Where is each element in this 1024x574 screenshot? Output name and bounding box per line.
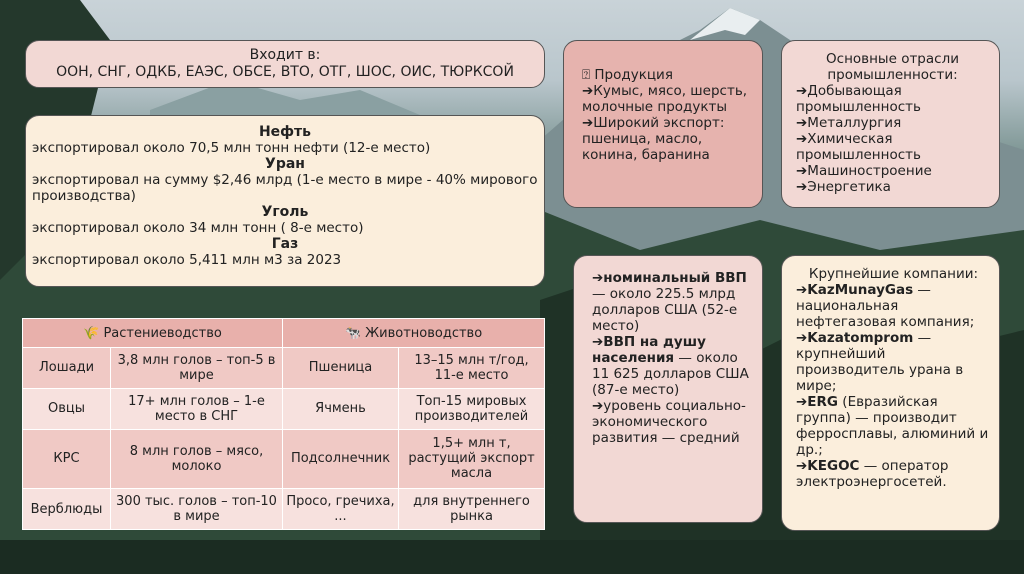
export-gas-title: Газ <box>271 236 299 252</box>
company-name: ➔ERG <box>796 394 839 410</box>
company-item <box>796 458 991 490</box>
percap-label: ➔ВВП на душу населения <box>592 334 706 366</box>
crop-cell: Ячмень <box>283 388 399 429</box>
export-uranium-title: Уран <box>265 156 305 172</box>
company-name: ➔KazMunayGas <box>796 282 914 298</box>
crop-value-cell: для внутреннего рынка <box>399 489 545 530</box>
company-name: ➔Kazatomprom <box>796 330 914 346</box>
company-desc: (Евразийская группа) — производит ферросплавы, алюминий и др.; <box>796 394 989 458</box>
agriculture-table-header <box>23 319 545 348</box>
animal-cell: Верблюды <box>23 489 111 530</box>
animal-cell: КРС <box>23 429 111 488</box>
crop-header: Растениеводство <box>103 325 222 341</box>
crop-cell: Подсолнечник <box>283 429 399 488</box>
company-item <box>796 282 991 330</box>
company-desc: — национальная нефтегазовая компания; <box>796 282 975 330</box>
products-icon: ⍰ <box>582 67 591 83</box>
gdp-label: ➔номинальный ВВП <box>592 270 747 286</box>
livestock-header-cell <box>283 319 545 348</box>
crop-value-cell: 1,5+ млн т, растущий экспорт масла <box>399 429 545 488</box>
export-coal-title: Уголь <box>261 204 309 220</box>
export-oil-title: Нефть <box>258 124 312 140</box>
animal-cell: Овцы <box>23 388 111 429</box>
animal-value-cell: 300 тыс. голов – топ-10 в мире <box>111 489 283 530</box>
animal-value-cell: 17+ млн голов – 1-е место в СНГ <box>111 388 283 429</box>
cow-icon: 🐄 <box>344 325 361 341</box>
company-desc: — оператор электроэнергосетей. <box>796 458 949 490</box>
industry-item: ➔Добывающая промышленность <box>796 83 921 115</box>
crop-cell: Просо, гречиха, ... <box>283 489 399 530</box>
animal-value-cell: 3,8 млн голов – топ-5 в мире <box>111 348 283 389</box>
company-item <box>796 394 991 458</box>
agriculture-table <box>22 318 545 530</box>
industry-item: ➔Машиностроение <box>796 163 932 179</box>
industry-item: ➔Металлургия <box>796 115 902 131</box>
gdp-block <box>592 270 754 334</box>
animal-value-cell: 8 млн голов – мясо, молоко <box>111 429 283 488</box>
products-panel <box>563 40 763 208</box>
products-item: ➔Широкий экспорт: пшеница, масло, конина, баранина <box>582 115 725 163</box>
crop-cell: Пшеница <box>283 348 399 389</box>
memberships-list: ООН, СНГ, ОДКБ, ЕАЭС, ОБСЕ, ВТО, ОТГ, ШОС, ОИС, ТЮРКСОЙ <box>56 64 514 80</box>
export-gas-text: экспортировал около 5,411 млн м3 за 2023 <box>32 252 342 268</box>
crop-value-cell: Топ-15 мировых производителей <box>399 388 545 429</box>
exports-panel <box>25 115 545 287</box>
companies-panel <box>781 255 1000 531</box>
products-item: ➔Кумыс, мясо, шерсть, молочные продукты <box>582 83 748 115</box>
memberships-title: Входит в: <box>249 47 321 63</box>
industry-item: ➔Химическая промышленность <box>796 131 921 163</box>
industry-title: Основные отрасли промышленности: <box>826 51 959 83</box>
table-row <box>23 348 545 389</box>
export-uranium-text: экспортировал на сумму $2,46 млрд (1-е место в мире - 40% мирового производства) <box>32 172 538 204</box>
crop-value-cell: 13–15 млн т/год, 11-е место <box>399 348 545 389</box>
export-oil-text: экспортировал около 70,5 млн тонн нефти (12-е место) <box>32 140 431 156</box>
percap-text: — около 11 625 долларов США (87-е место) <box>592 350 749 398</box>
economy-panel <box>573 255 763 523</box>
crop-header-cell <box>23 319 283 348</box>
development-level: ➔уровень социально-экономического развития — средний <box>592 398 746 446</box>
companies-title: Крупнейшие компании: <box>808 266 979 282</box>
livestock-header: Животноводство <box>365 325 483 341</box>
company-item <box>796 330 991 394</box>
company-name: ➔KEGOC <box>796 458 860 474</box>
table-row <box>23 388 545 429</box>
products-title: Продукция <box>594 67 673 83</box>
table-row <box>23 489 545 530</box>
table-row <box>23 429 545 488</box>
memberships-panel <box>25 40 545 88</box>
industry-panel <box>781 40 1000 208</box>
company-desc: — крупнейший производитель урана в мире; <box>796 330 964 394</box>
industry-item: ➔Энергетика <box>796 179 891 195</box>
percap-block <box>592 334 754 398</box>
animal-cell: Лошади <box>23 348 111 389</box>
export-coal-text: экспортировал около 34 млн тонн ( 8-е место) <box>32 220 364 236</box>
gdp-text: — около 225.5 млрд долларов США (52-е место) <box>592 286 738 334</box>
wheat-icon: 🌾 <box>83 325 100 341</box>
